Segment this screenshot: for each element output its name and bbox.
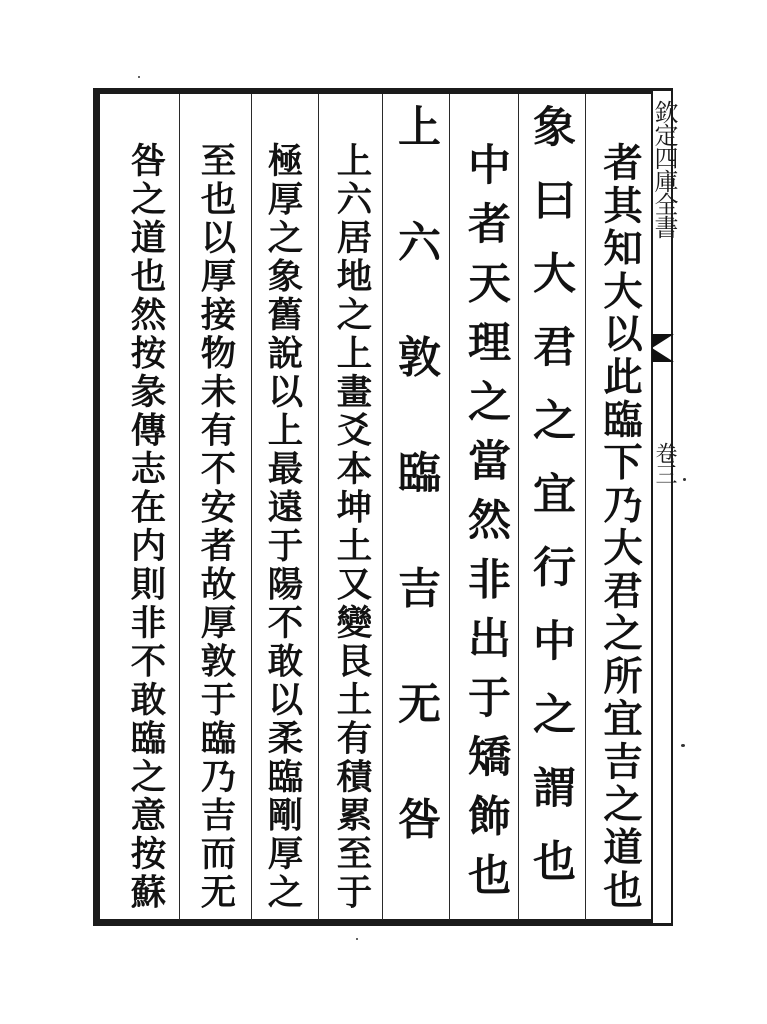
- scan-speck: [683, 478, 686, 481]
- text-column-8: 咎之道也然按彖傳志在内則非不敢臨之意按蘇: [125, 142, 166, 912]
- page-border: [93, 88, 673, 926]
- column-rule: [382, 94, 383, 920]
- page-border-left: [93, 88, 100, 926]
- column-rule: [179, 94, 180, 920]
- text-column-2: 象曰大君之宜行中之謂也: [526, 104, 576, 912]
- scan-speck: [681, 744, 685, 747]
- fishtail-mark-icon: [652, 334, 674, 362]
- column-rule: [585, 94, 586, 920]
- book-title: 欽定四庫全書: [650, 100, 678, 238]
- column-rule: [318, 94, 319, 920]
- scan-speck: [138, 76, 140, 78]
- text-column-7: 至也以厚接物未有不安者故厚敦于臨乃吉而无: [195, 142, 236, 912]
- text-column-5: 上六居地之上畫爻本坤土又變艮土有積累至于: [331, 142, 372, 912]
- column-rule: [449, 94, 450, 920]
- scan-speck: [356, 938, 358, 940]
- column-rule: [251, 94, 252, 920]
- volume-label: 卷三: [652, 442, 677, 484]
- text-column-3: 中者天理之當然非出于矯飾也: [461, 142, 511, 912]
- text-column-1: 者其知大以此臨下乃大君之所宜吉之道也: [597, 142, 643, 912]
- column-rule: [518, 94, 519, 920]
- page-border-top: [93, 88, 653, 94]
- text-column-6: 極厚之象舊說以上最遠于陽不敢以柔臨剛厚之: [262, 142, 303, 912]
- page-border-bottom: [93, 919, 653, 926]
- text-column-4: 上六敦臨吉无咎: [391, 104, 441, 912]
